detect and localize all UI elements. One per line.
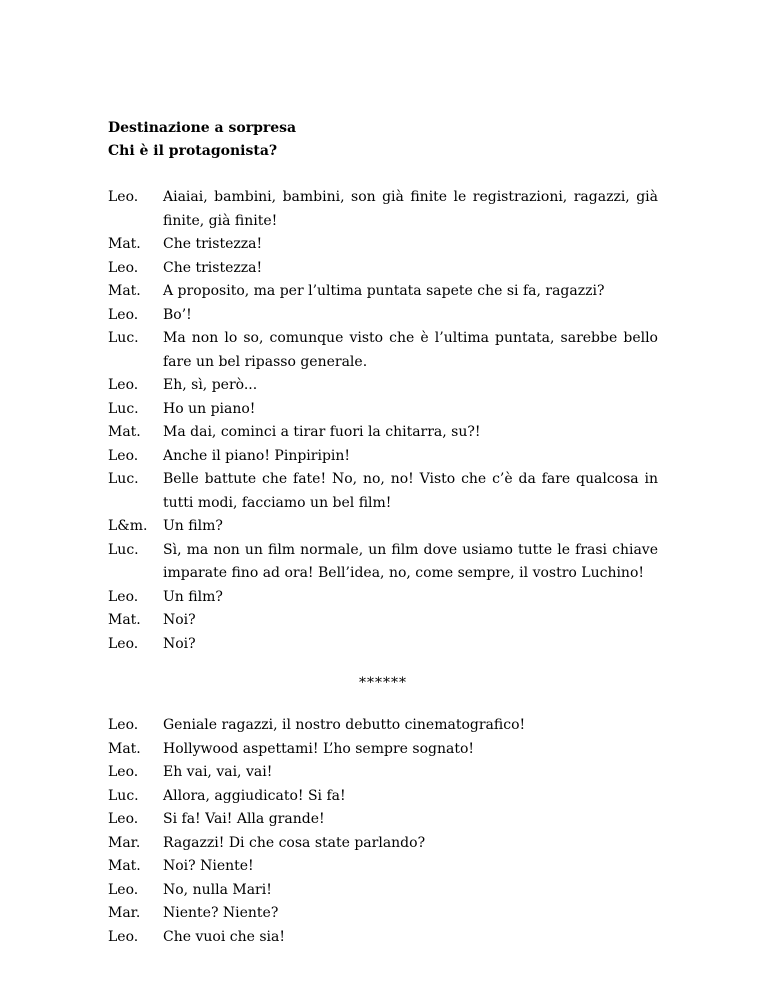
dialogue-line — [108, 738, 658, 762]
speech-text: Sì, ma non un film normale, un film dove usiamo tutte le frasi chiave imparate fino ad ora! Bell’idea, no, come sempre, il vostro Luchino! — [163, 541, 658, 581]
speaker-name: Mat. — [108, 740, 141, 757]
dialogue-section-1 — [108, 186, 658, 656]
speech-text: Ragazzi! Di che cosa state parlando? — [163, 834, 426, 851]
speech-text: Si fa! Vai! Alla grande! — [163, 811, 325, 827]
speech-text: Noi? — [163, 635, 196, 652]
dialogue-line — [108, 304, 658, 328]
dialogue-line — [108, 785, 658, 809]
speaker-name: Luc. — [108, 787, 139, 804]
speaker-name: Luc. — [108, 400, 139, 417]
speech-text: Bo’! — [163, 306, 192, 323]
speech-text: Noi? Niente! — [163, 858, 254, 874]
speech-text: No, nulla Mari! — [163, 881, 272, 898]
dialogue-line — [108, 398, 658, 422]
speaker-name: Mat. — [108, 236, 141, 252]
dialogue-line — [108, 609, 658, 633]
dialogue-line — [108, 374, 658, 398]
speech-text: Un film? — [163, 588, 223, 605]
dialogue-line — [108, 761, 658, 785]
speaker-name: Mat. — [108, 424, 141, 440]
speaker-name: Leo. — [108, 764, 139, 780]
speaker-name: Luc. — [108, 330, 139, 346]
speaker-name: L&m. — [108, 518, 148, 534]
dialogue-line — [108, 515, 658, 539]
dialogue-line — [108, 832, 658, 856]
speaker-name: Leo. — [108, 189, 139, 205]
speaker-name: Leo. — [108, 377, 139, 393]
speaker-name: Mar. — [108, 905, 141, 921]
scene-separator: ****** — [359, 675, 407, 691]
speaker-name: Luc. — [108, 541, 139, 558]
speech-text: Che vuoi che sia! — [163, 928, 285, 945]
dialogue-line — [108, 233, 658, 257]
dialogue-line — [108, 879, 658, 903]
dialogue-line — [108, 257, 658, 281]
dialogue-line — [108, 421, 658, 445]
speech-text: Ho un piano! — [163, 400, 256, 417]
document-subtitle: Chi è il protagonista? — [108, 143, 278, 159]
speech-text: Hollywood aspettami! L’ho sempre sognato! — [163, 740, 475, 757]
dialogue-line — [108, 327, 658, 374]
speech-text: Aiaiai, bambini, bambini, son già finite le registrazioni, ragazzi, già finite, già finite! — [163, 189, 658, 229]
speech-text: Un film? — [163, 518, 223, 534]
speaker-name: Leo. — [108, 447, 139, 464]
speaker-name: Leo. — [108, 881, 139, 898]
dialogue-line — [108, 633, 658, 657]
dialogue-line — [108, 445, 658, 469]
speech-text: Eh, sì, però... — [163, 377, 258, 393]
speech-text: Ma dai, cominci a tirar fuori la chitarra, su?! — [163, 424, 481, 440]
dialogue-line — [108, 808, 658, 832]
speech-text: Eh vai, vai, vai! — [163, 764, 273, 780]
document-title: Destinazione a sorpresa — [108, 120, 297, 136]
speech-text: A proposito, ma per l’ultima puntata sapete che si fa, ragazzi? — [163, 283, 605, 299]
speech-text: Che tristezza! — [163, 236, 263, 252]
speaker-name: Mat. — [108, 283, 141, 299]
speaker-name: Leo. — [108, 306, 139, 323]
speaker-name: Leo. — [108, 928, 139, 945]
speaker-name: Mat. — [108, 858, 141, 874]
speech-text: Anche il piano! Pinpiripin! — [163, 447, 351, 464]
speech-text: Geniale ragazzi, il nostro debutto cinematografico! — [163, 717, 526, 733]
speaker-name: Leo. — [108, 635, 139, 652]
dialogue-line — [108, 855, 658, 879]
dialogue-section-2 — [108, 714, 658, 949]
dialogue-line — [108, 539, 658, 586]
document-page — [108, 117, 658, 949]
speech-text: Ma non lo so, comunque visto che è l’ultima puntata, sarebbe bello fare un bel ripasso generale. — [163, 330, 658, 370]
dialogue-line — [108, 186, 658, 233]
dialogue-line — [108, 714, 658, 738]
speaker-name: Leo. — [108, 811, 139, 827]
speaker-name: Mat. — [108, 612, 141, 628]
speech-text: Niente? Niente? — [163, 905, 279, 921]
dialogue-line — [108, 468, 658, 515]
speech-text: Belle battute che fate! No, no, no! Visto che c’è da fare qualcosa in tutti modi, facciamo un bel film! — [163, 471, 658, 511]
dialogue-line — [108, 926, 658, 950]
speaker-name: Leo. — [108, 717, 139, 733]
speaker-name: Leo. — [108, 259, 139, 276]
speaker-name: Mar. — [108, 834, 141, 851]
dialogue-line — [108, 586, 658, 610]
dialogue-line — [108, 280, 658, 304]
speech-text: Che tristezza! — [163, 259, 263, 276]
speaker-name: Luc. — [108, 471, 139, 487]
speech-text: Allora, aggiudicato! Si fa! — [163, 787, 346, 804]
speaker-name: Leo. — [108, 588, 139, 605]
speech-text: Noi? — [163, 612, 196, 628]
dialogue-line — [108, 902, 658, 926]
